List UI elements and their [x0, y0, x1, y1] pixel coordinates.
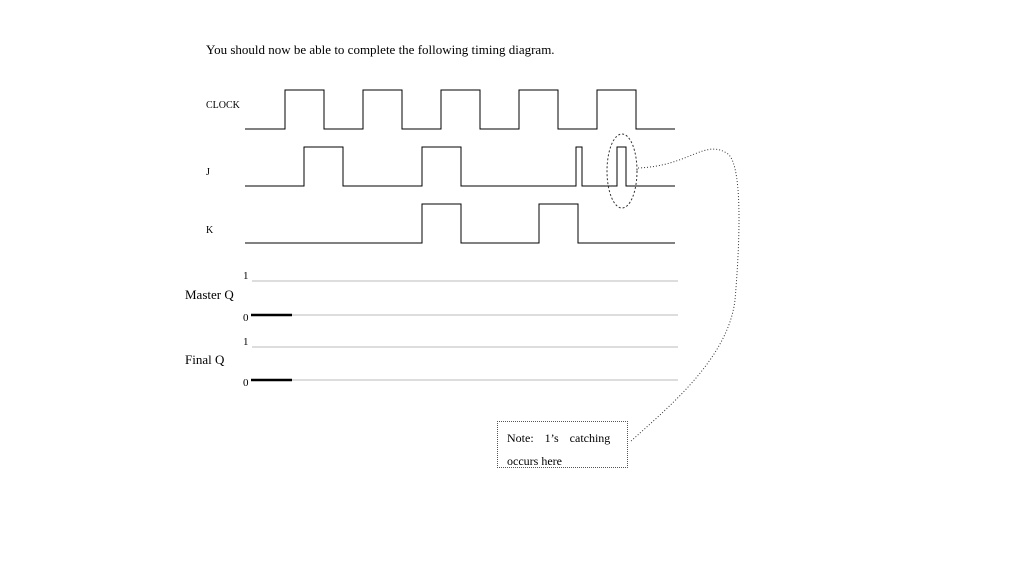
- final-q-label: Final Q: [185, 352, 225, 367]
- callout-leader-line: [630, 149, 739, 442]
- j-waveform: [245, 147, 675, 186]
- note-callout: [497, 421, 628, 468]
- intro-text: You should now be able to complete the following timing diagram.: [206, 42, 555, 57]
- j-label: J: [206, 167, 210, 178]
- master-q-low-label: 0: [243, 312, 249, 324]
- master-q-label: Master Q: [185, 287, 234, 302]
- final-q-low-label: 0: [243, 377, 249, 389]
- note-line-2: occurs here: [507, 454, 562, 468]
- clock-waveform: [245, 90, 675, 129]
- note-line-1: Note: 1’s catching: [507, 431, 611, 445]
- k-waveform: [245, 204, 675, 243]
- k-label: K: [206, 225, 214, 236]
- master-q-high-label: 1: [243, 270, 249, 282]
- clock-label: CLOCK: [206, 100, 240, 111]
- final-q-high-label: 1: [243, 336, 249, 348]
- catching-highlight-ellipse: [607, 134, 637, 208]
